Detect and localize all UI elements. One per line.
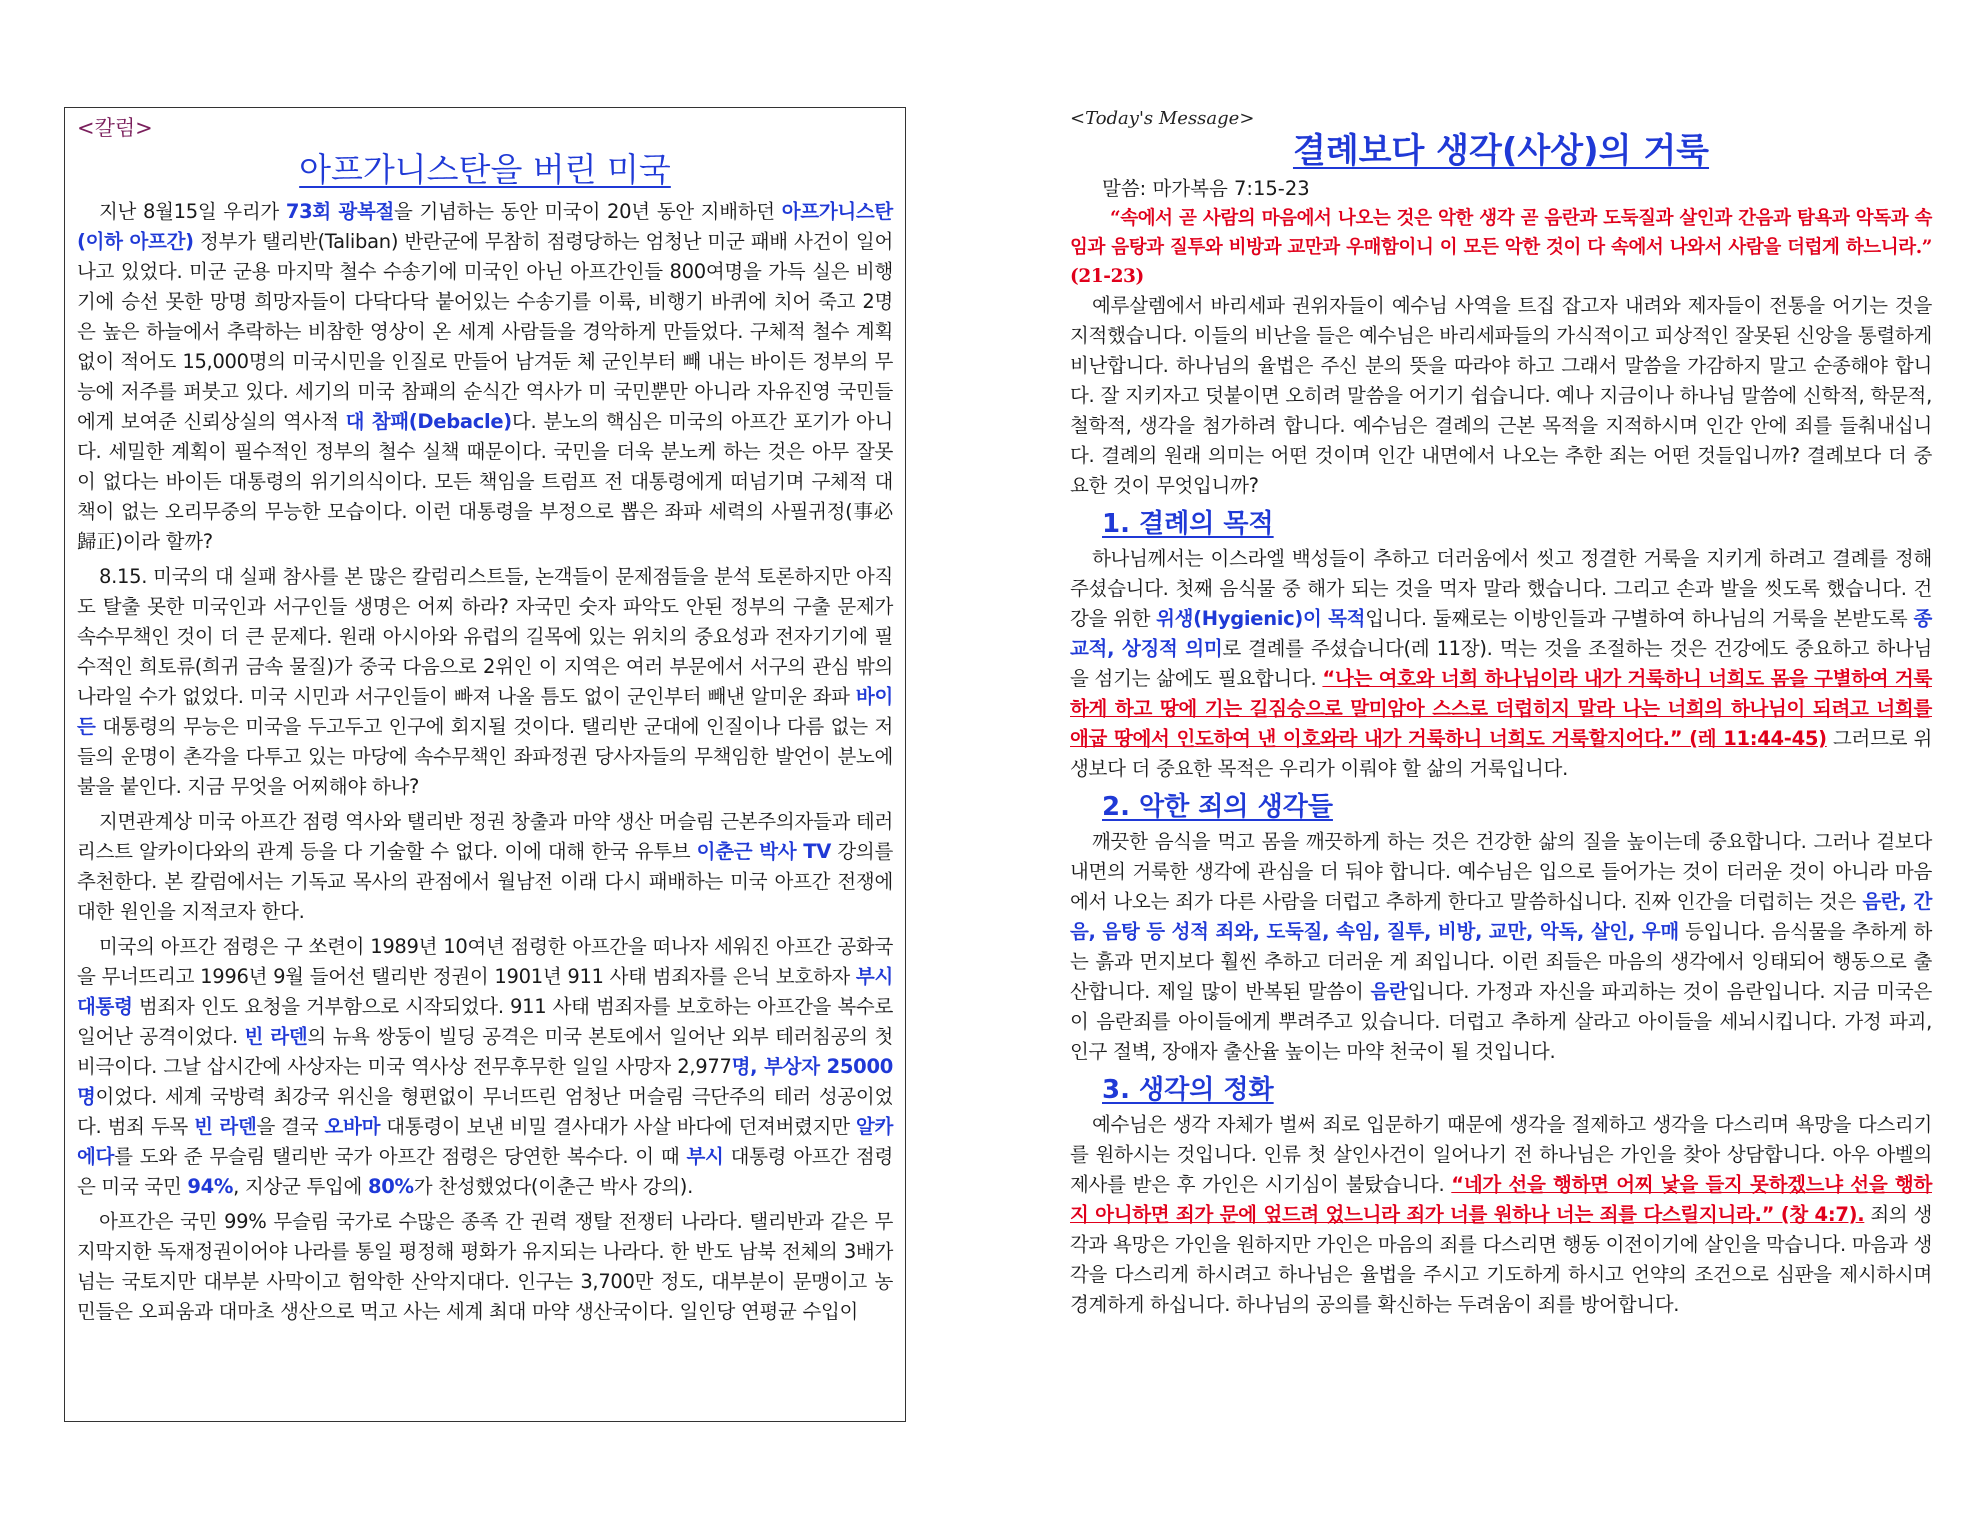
section-heading-3: 3. 생각의 정화 [1102, 1075, 1274, 1105]
section-heading-2: 2. 악한 죄의 생각들 [1102, 792, 1333, 822]
today-message [1070, 108, 1932, 1408]
section-1-text: 하나님께서는 이스라엘 백성들이 추하고 더러움에서 씻고 정결한 거룩을 지키게 하려고 결례를 정해주셨습니다. 첫째 음식물 중 해가 되는 것을 먹자 말라 했습니다. 그리고 손과 발을 씻도록 했습니다. 건강을 위한 위생(Hygienic)이 목적입니다. 둘째로는 이방인들과 구별하여 하나님의 거룩을 본받도록 종교적, 상징적 의미로 결례를 주셨습니다(레 11장). 먹는 것을 조절하는 것은 건강에도 중요하고 하나님을 섬기는 삶에도 필요합니다. “나는 여호와 너희 하나님이라 내가 거룩하니 너희도 몸을 구별하여 거룩하게 하고 땅에 기는 길짐승으로 말미암아 스스로 더럽히지 말라 나는 너희의 하나님이 되려고 너희를 애굽 땅에서 인도하여 낸 이호와라 내가 거룩하니 너희도 거룩할지어다.” (레 11:44-45) 그러므로 위생보다 더 중요한 목적은 우리가 이뤄야 할 삶의 거룩입니다. [1070, 547, 1932, 780]
message-intro: 예루살렘에서 바리세파 권위자들이 예수님 사역을 트집 잡고자 내려와 제자들이 전통을 어기는 것을 지적했습니다. 이들의 비난을 들은 예수님은 바리세파들의 가식적이고 피상적인 잘못된 신앙을 통렬하게 비난합니다. 하나님의 율법은 주신 분의 뜻을 따라야 하고 그래서 말씀을 가감하지 말고 순종해야 합니다. 잘 지키자고 덧붙이면 오히려 말씀을 어기기 쉽습니다. 예나 지금이나 하나님 말씀에 신학적, 학문적, 철학적, 생각을 첨가하려 합니다. 예수님은 결례의 근본 목적을 지적하시며 인간 안에 죄를 들춰내십니다. 결례의 원래 의미는 어떤 것이며 인간 내면에서 나오는 추한 죄는 어떤 것들입니까? 결례보다 더 중요한 것이 무엇입니까? [1070, 294, 1932, 497]
column-paragraph-3: 지면관계상 미국 아프간 점령 역사와 탤리반 정권 창출과 마약 생산 머슬림 근본주의자들과 테러리스트 알카이다와의 관계 등을 다 기술할 수 없다. 이에 대해 한국 유투브 이춘근 박사 TV 강의를 추천한다. 본 칼럼에서는 기독교 목사의 관점에서 월남전 이래 다시 패배하는 미국 아프간 전쟁에 대한 원인을 지적코자 한다. [77, 810, 893, 923]
column-tag: <칼럼> [77, 116, 153, 140]
message-title: 결례보다 생각(사상)의 거룩 [1292, 131, 1710, 171]
scripture-quote: “속에서 곧 사람의 마음에서 나오는 것은 악한 생각 곧 음란과 도둑질과 살인과 간음과 탐욕과 악독과 속임과 음탕과 질투와 비방과 교만과 우매함이니 이 모든 악한 것이 다 속에서 나와서 사람을 더럽게 하느니라.” (21-23) [1070, 208, 1932, 287]
section-3-text: 예수님은 생각 자체가 벌써 죄로 입문하기 때문에 생각을 절제하고 생각을 다스리며 욕망을 다스리기를 원하시는 것입니다. 인류 첫 살인사건이 일어나기 전 하나님은 가인을 찾아 상담합니다. 아우 아벨의 제사를 받은 후 가인은 시기심이 불탔습니다. “네가 선을 행하면 어찌 낯을 들지 못하겠느냐 선을 행하지 아니하면 죄가 문에 엎드려 었느니라 죄가 너를 원하나 너는 죄를 다스릴지니라.” (창 4:7). 죄의 생각과 욕망은 가인을 원하지만 가인은 마음의 죄를 다스리면 행동 이전이기에 살인을 막습니다. 마음과 생각을 다스리게 하시려고 하나님은 율법을 주시고 기도하게 하시고 언약의 조건으로 심판을 제시하시며 경계하게 하십니다. 하나님의 공의를 확신하는 두려움이 죄를 방어합니다. [1070, 1113, 1932, 1316]
section-heading-1: 1. 결례의 목적 [1102, 509, 1274, 539]
scripture-reference: 말씀: 마가복음 7:15-23 [1102, 177, 1310, 200]
message-tag: <Today's Message> [1070, 108, 1255, 129]
column-paragraph-4: 미국의 아프간 점령은 구 쏘련이 1989년 10여년 점령한 아프간을 떠나자 세워진 아프간 공화국을 무너뜨리고 1996년 9월 들어선 탤리반 정권이 1901년 911 사태 범죄자를 은닉 보호하자 부시 대통령 범죄자 인도 요청을 거부함으로 시작되었다. 911 사태 범죄자를 보호하는 아프간을 복수로 일어난 공격이었다. 빈 라덴의 뉴욕 쌍둥이 빌딩 공격은 미국 본토에서 일어난 외부 테러침공의 첫 비극이다. 그날 삽시간에 사상자는 미국 역사상 전무후무한 일일 사망자 2,977명, 부상자 25000명이었다. 세계 국방력 최강국 위신을 형편없이 무너뜨린 엄청난 머슬림 극단주의 테러 성공이었다. 범죄 두목 빈 라덴을 결국 오바마 대통령이 보낸 비밀 결사대가 사살 바다에 던져버렸지만 알카에다를 도와 준 무슬림 탤리반 국가 아프간 점령은 당연한 복수다. 이 때 부시 대통령 아프간 점령은 미국 국민 94%, 지상군 투입에 80%가 찬성했었다(이춘근 박사 강의). [77, 935, 893, 1198]
column-article [64, 107, 906, 1422]
column-paragraph-5: 아프간은 국민 99% 무슬림 국가로 수많은 종족 간 권력 쟁탈 전쟁터 나라다. 탤리반과 같은 무지막지한 독재정권이어야 나라를 통일 평정해 평화가 유지되는 나라다. 한 반도 남북 전체의 3배가 넘는 국토지만 대부분 사막이고 험악한 산악지대다. 인구는 3,700만 정도, 대부분이 문맹이고 농민들은 오피움과 대마초 생산으로 먹고 사는 세계 최대 마약 생산국이다. 일인당 연평균 수입이 [77, 1210, 893, 1323]
column-paragraph-1: 지난 8월15일 우리가 73회 광복절을 기념하는 동안 미국이 20년 동안 지배하던 아프가니스탄(이하 아프간) 정부가 탤리반(Taliban) 반란군에 무참히 점령당하는 엄청난 미군 패배 사건이 일어나고 있었다. 미군 군용 마지막 철수 수송기에 미국인 아닌 아프간인들 800여명을 가득 실은 비행기에 승선 못한 망명 희망자들이 다닥다닥 붙어있는 수송기를 이륙, 비행기 바퀴에 치어 죽고 2명은 높은 하늘에서 추락하는 비참한 영상이 온 세계 사람들을 경악하게 만들었다. 구체적 철수 계획 없이 적어도 15,000명의 미국시민을 인질로 만들어 남겨둔 체 군인부터 빼 내는 바이든 정부의 무능에 저주를 퍼붓고 있다. 세기의 미국 참패의 순식간 역사가 미 국민뿐만 아니라 자유진영 국민들에게 보여준 신뢰상실의 역사적 대 참패(Debacle)다. 분노의 핵심은 미국의 아프간 포기가 아니다. 세밀한 계획이 필수적인 정부의 철수 실책 때문이다. 국민을 더욱 분노케 하는 것은 아무 잘못이 없다는 바이든 대통령의 위기의식이다. 모든 책임을 트럼프 전 대통령에게 떠넘기며 구체적 대책이 없는 오리무중의 무능한 모습이다. 이런 대통령을 부정으로 뽑은 좌파 세력의 사필귀정(事必歸正)이라 할까? [77, 200, 893, 553]
section-2-text: 깨끗한 음식을 먹고 몸을 깨끗하게 하는 것은 건강한 삶의 질을 높이는데 중요합니다. 그러나 겉보다 내면의 거룩한 생각에 관심을 더 둬야 합니다. 예수님은 입으로 들어가는 것이 더러운 것이 아니라 마음에서 나오는 죄가 다른 사람을 더럽고 추하게 한다고 말씀하십니다. 진짜 인간을 더럽히는 것은 음란, 간음, 음탕 등 성적 죄와, 도둑질, 속임, 질투, 비방, 교만, 악독, 살인, 우매 등입니다. 음식물을 추하게 하는 흙과 먼지보다 훨씬 추하고 더러운 게 죄입니다. 이런 죄들은 마음의 생각에서 잉태되어 행동으로 출산합니다. 제일 많이 반복된 말씀이 음란입니다. 가정과 자신을 파괴하는 것이 음란입니다. 지금 미국은 이 음란죄를 아이들에게 뿌려주고 있습니다. 더럽고 추하게 살라고 아이들을 세뇌시킵니다. 가정 파괴, 인구 절벽, 장애자 출산율 높이는 마약 천국이 될 것입니다. [1070, 830, 1932, 1063]
column-paragraph-2: 8.15. 미국의 대 실패 참사를 본 많은 칼럼리스트들, 논객들이 문제점들을 분석 토론하지만 아직도 탈출 못한 미국인과 서구인들 생명은 어찌 하라? 자국민 숫자 파악도 안된 정부의 구출 문제가 속수무책인 것이 더 큰 문제다. 원래 아시아와 유럽의 길목에 있는 위치의 중요성과 전자기기에 필수적인 희토류(희귀 금속 물질)가 중국 다음으로 2위인 이 지역은 여러 부문에서 서구의 관심 밖의 나라일 수가 없었다. 미국 시민과 서구인들이 빠져 나올 틈도 없이 군인부터 빼낸 알미운 좌파 바이든 대통령의 무능은 미국을 두고두고 인구에 회지될 것이다. 탤리반 군대에 인질이나 다름 없는 저들의 운명이 촌각을 다투고 있는 마당에 속수무책인 좌파정권 당사자들의 무책임한 발언이 분노에 불을 붙인다. 지금 무엇을 어찌해야 하나? [77, 565, 893, 798]
column-title: 아프가니스탄을 버린 미국 [299, 150, 671, 189]
